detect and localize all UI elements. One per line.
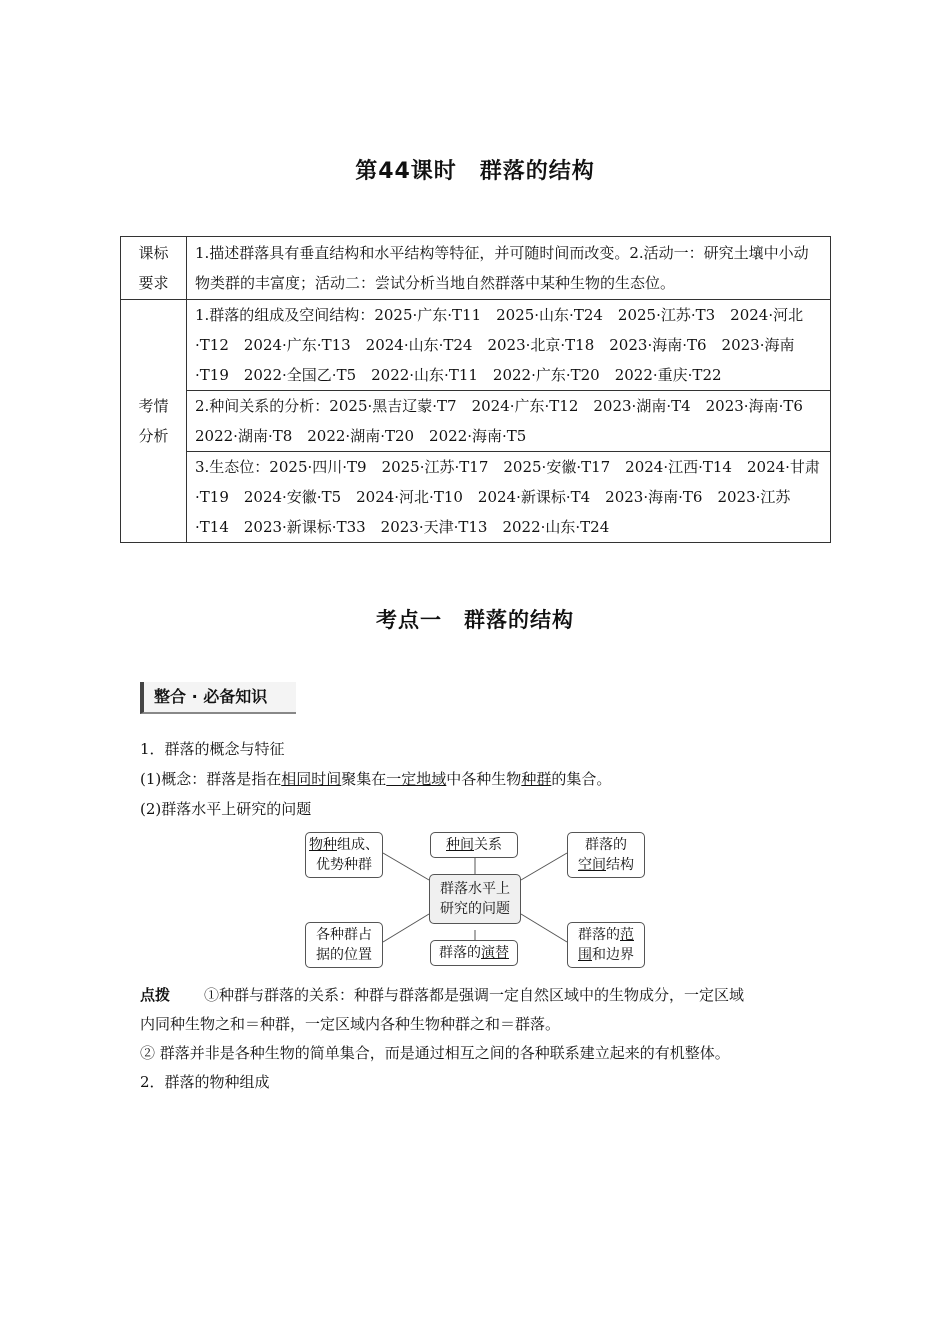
knowledge-badge: 整合 · 必备知识 [140,682,296,714]
box-interspecific-relation: 种间关系 [430,832,518,858]
box-range-boundary: 群落的范 围和边界 [567,922,645,968]
section-title: 考点一 群落的结构 [376,608,574,632]
item-2-heading: 2．群落的物种组成 [140,1073,270,1091]
exam-row-1: 1.群落的组成及空间结构：2025·广东·T11 2025·山东·T24 2025·江苏·T3 2024·河北·T12 2024·广东·T13 2024·山东·T24 2023·北京·T18 2023·海南·T6 2023·海南·T19 2022·全国乙·T5 2022·山东·T11 2022·广东·T20 2022·重庆·T22 [187,300,831,391]
exam-analysis-label: 考情 分析 [121,300,187,543]
concept-line: (1)概念：群落是指在相同时间聚集在一定地域中各种生物种群的集合。 [140,770,612,788]
box-species-composition: 物种组成、 优势种群 [305,832,383,878]
item-1-heading: 1．群落的概念与特征 [140,740,285,758]
box-succession: 群落的演替 [430,940,518,966]
requirements-label: 课标 要求 [121,237,187,300]
tip-line-2: 内同种生物之和＝种群，一定区域内各种生物种群之和＝群落。 [140,1015,561,1033]
box-population-position: 各种群占 据的位置 [305,922,383,968]
tip-line-3: ② 群落并非是各种生物的简单集合，而是通过相互之间的各种联系建立起来的有机整体。 [140,1044,730,1062]
tip-line-1: 点拨 ①种群与群落的关系：种群与群落都是强调一定自然区域中的生物成分，一定区域 [140,986,745,1004]
page-title: 第44课时 群落的结构 [355,159,595,184]
exam-row-2: 2.种间关系的分析：2025·黑吉辽蒙·T7 2024·广东·T12 2023·湖南·T4 2023·海南·T6 2022·湖南·T8 2022·湖南·T20 2022·海南·T5 [187,391,831,452]
item-1-2-heading: (2)群落水平上研究的问题 [140,800,312,818]
exam-row-3: 3.生态位：2025·四川·T9 2025·江苏·T17 2025·安徽·T17 2024·江西·T14 2024·甘肃·T19 2024·安徽·T5 2024·河北·T10 2024·新课标·T4 2023·海南·T6 2023·江苏·T14 2023·新课标·T33 2023·天津·T13 2022·山东·T24 [187,452,831,543]
box-spatial-structure: 群落的 空间结构 [567,832,645,878]
tip-label: 点拨 [140,986,171,1004]
box-center-topic: 群落水平上 研究的问题 [429,874,521,924]
requirements-text: 1.描述群落具有垂直结构和水平结构等特征，并可随时间而改变。2.活动一：研究土壤中小动物类群的丰富度；活动二：尝试分析当地自然群落中某种生物的生态位。 [187,237,831,300]
